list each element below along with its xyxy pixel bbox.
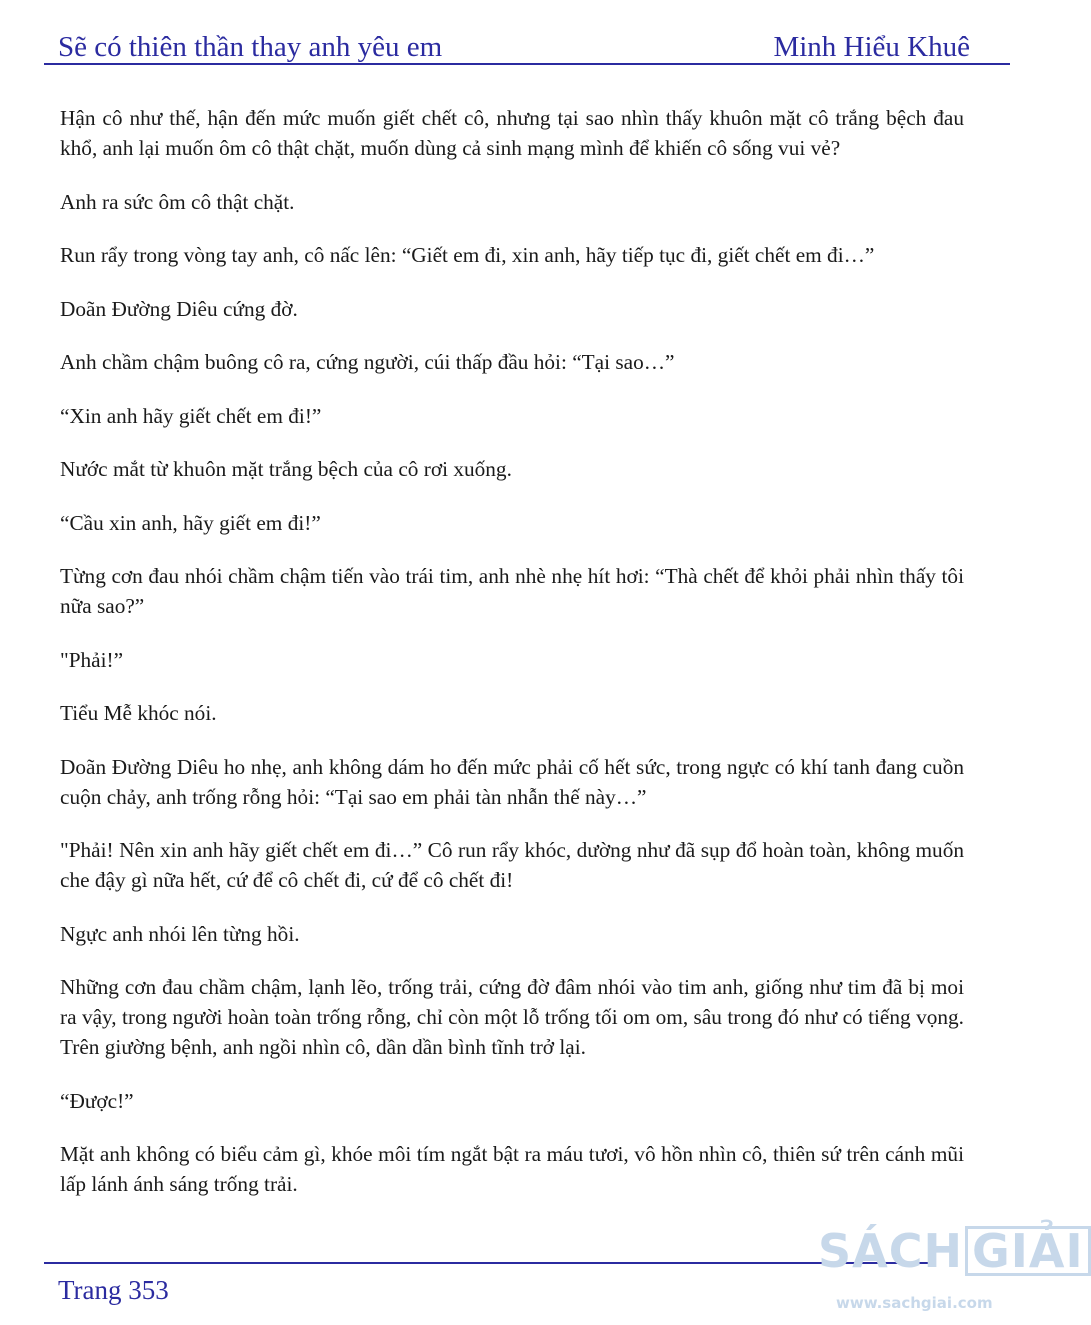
paragraph: Từng cơn đau nhói chầm chậm tiến vào trái tim, anh nhè nhẹ hít hơi: “Thà chết để khỏi phải nhìn thấy tôi nữa sao?” [60, 564, 964, 618]
paragraph: Ngực anh nhói lên từng hồi. [60, 921, 300, 946]
paragraph: “Cầu xin anh, hãy giết em đi!” [60, 510, 321, 535]
paragraph: Tiểu Mễ khóc nói. [60, 701, 217, 725]
page-number: Trang 353 [58, 1275, 169, 1305]
footer-divider [44, 1262, 928, 1264]
watermark [818, 1224, 1084, 1324]
paragraph: Những cơn đau chầm chậm, lạnh lẽo, trống trải, cứng đờ đâm nhói vào tim anh, giống như tim đã bị moi ra vậy, trong người hoàn toàn trống rỗng, chỉ còn một lỗ trống tối om om, sâu trong đó như có tiếng vọng. Trên giường bệnh, anh ngồi nhìn cô, dần dần bình tĩnh trở lại. [60, 975, 964, 1059]
header-divider [44, 63, 1010, 65]
watermark-logo-left: SÁCH [818, 1224, 963, 1278]
page-body [60, 103, 964, 1223]
paragraph: "Phải! Nên xin anh hãy giết chết em đi…” Cô run rẩy khóc, dường như đã sụp đổ hoàn toàn, không muốn che đậy gì nữa hết, cứ để cô chết đi, cứ để cô chết đi! [60, 838, 964, 892]
paragraph: Nước mắt từ khuôn mặt trắng bệch của cô rơi xuống. [60, 457, 512, 481]
paragraph: Doãn Đường Diêu cứng đờ. [60, 296, 298, 321]
paragraph: Anh chầm chậm buông cô ra, cứng người, cúi thấp đầu hỏi: “Tại sao…” [60, 350, 675, 374]
paragraph: "Phải!” [60, 647, 124, 672]
paragraph: Anh ra sức ôm cô thật chặt. [60, 189, 295, 214]
paragraph: Run rẩy trong vòng tay anh, cô nấc lên: “Giết em đi, xin anh, hãy tiếp tục đi, giết chết em đi…” [60, 243, 875, 267]
watermark-url: www.sachgiai.com [836, 1294, 993, 1312]
watermark-logo-boxed: GIẢI [965, 1226, 1091, 1276]
paragraph: “Được!” [60, 1088, 134, 1113]
page-header [58, 24, 970, 64]
watermark-logo [818, 1224, 1091, 1278]
paragraph: Doãn Đường Diêu ho nhẹ, anh không dám ho đến mức phải cố hết sức, trong ngực có khí tanh đang cuồn cuộn chảy, anh trống rỗng hỏi: “Tại sao em phải tàn nhẫn thế này…” [60, 754, 964, 809]
book-title: Sẽ có thiên thần thay anh yêu em [58, 31, 443, 63]
paragraph: Mặt anh không có biểu cảm gì, khóe môi tím ngắt bật ra máu tươi, vô hồn nhìn cô, thiên sứ trên cánh mũi lấp lánh ánh sáng trống trải. [60, 1142, 964, 1196]
paragraph: Hận cô như thế, hận đến mức muốn giết chết cô, nhưng tại sao nhìn thấy khuôn mặt cô trắng bệch đau khổ, anh lại muốn ôm cô thật chặt, muốn dùng cả sinh mạng mình để khiến cô sống vui vẻ? [60, 106, 964, 160]
paragraph: “Xin anh hãy giết chết em đi!” [60, 403, 322, 428]
book-author: Minh Hiểu Khuê [773, 31, 970, 63]
